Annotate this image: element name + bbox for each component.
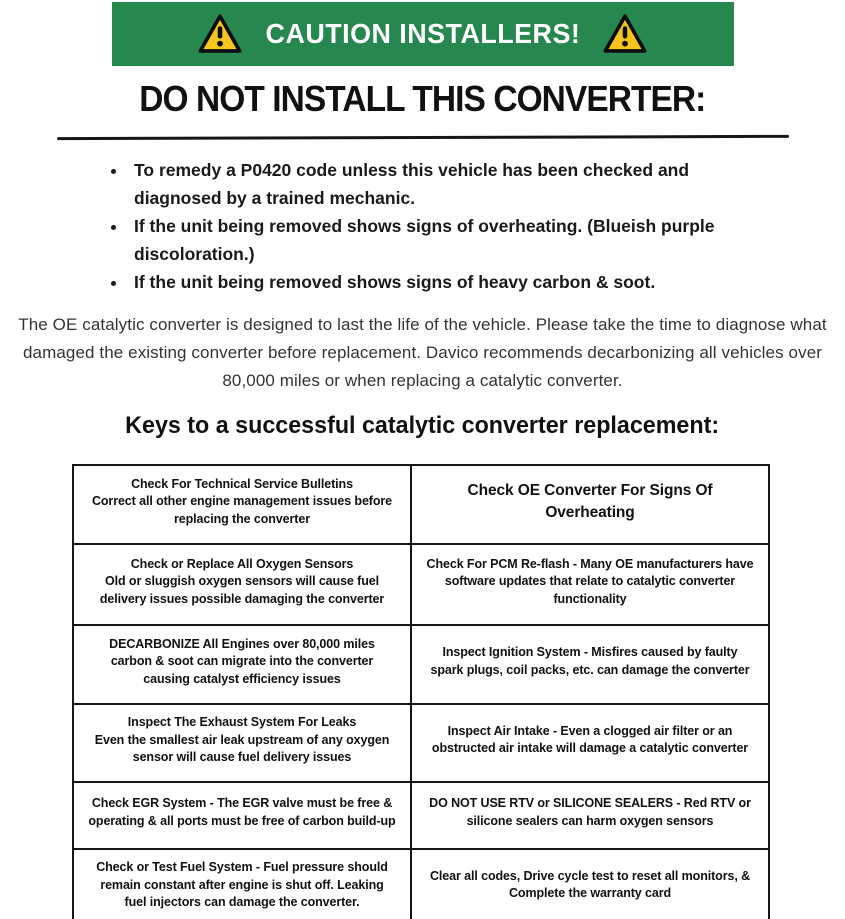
bullet-item: • If the unit being removed shows signs of overheating. (Blueish purple discoloration.) (128, 212, 748, 268)
table-cell (411, 544, 769, 625)
cell-line: Inspect Ignition System - Misfires caused by faulty spark plugs, coil packs, etc. can damage the converter (430, 645, 750, 677)
table-cell (73, 704, 411, 782)
warning-bullet-list (128, 156, 748, 296)
table-cell (411, 625, 769, 704)
warning-triangle-icon (602, 13, 648, 55)
table-row (73, 544, 769, 625)
cell-line: Inspect The Exhaust System For Leaks (127, 715, 357, 730)
table-row (73, 782, 769, 849)
table-cell (73, 465, 411, 544)
table-cell (73, 782, 411, 849)
cell-line: Even the smallest air leak upstream of any oxygen sensor will cause fuel delivery issues (94, 732, 390, 765)
cell-line: Check or Test Fuel System - Fuel pressure should remain constant after engine is shut off. Leaking fuel injectors can damage the converter. (96, 860, 388, 910)
table-cell (411, 782, 769, 849)
table-row (73, 704, 769, 782)
table-row (73, 625, 769, 704)
table-cell (411, 849, 769, 919)
cell-line: Inspect Air Intake - Even a clogged air filter or an obstructed air intake will damage a catalytic converter (431, 723, 749, 756)
table-cell (411, 704, 769, 782)
cell-line: DECARBONIZE All Engines over 80,000 miles carbon & soot can migrate into the converter causing catalyst efficiency issues (109, 636, 375, 686)
cell-line: DO NOT USE RTV or SILICONE SEALERS - Red RTV or silicone sealers can harm oxygen sensors (429, 796, 751, 828)
table-cell (73, 625, 411, 704)
bullet-item: • If the unit being removed shows signs of heavy carbon & soot. (128, 268, 748, 296)
cell-line: Check OE Converter For Signs Of Overheating (467, 482, 713, 521)
banner-title: CAUTION INSTALLERS! (265, 18, 580, 49)
table-cell (73, 544, 411, 625)
table-cell (73, 849, 411, 919)
table-row (73, 849, 769, 919)
main-heading: DO NOT INSTALL THIS CONVERTER: (139, 78, 706, 119)
keys-heading: Keys to a successful catalytic converter replacement: (125, 412, 720, 440)
body-paragraph: The OE catalytic converter is designed to last the life of the vehicle. Please take the time to diagnose what damaged the existing converter before replacement. Davico recommends decarbonizing all vehicles over 80,000 miles or when replacing a catalytic converter. (18, 315, 827, 391)
bullet-item: • To remedy a P0420 code unless this vehicle has been checked and diagnosed by a trained mechanic. (128, 156, 748, 212)
warning-triangle-icon (197, 13, 243, 55)
cell-line: Check or Replace All Oxygen Sensors (130, 556, 354, 571)
cell-line: Check For Technical Service Bulletins (131, 476, 353, 491)
cell-line: Correct all other engine management issues before replacing the converter (91, 494, 393, 526)
cell-line: Old or sluggish oxygen sensors will cause fuel delivery issues possible damaging the converter (99, 574, 385, 606)
cell-line: Check EGR System - The EGR valve must be free & operating & all ports must be free of carbon build-up (88, 796, 396, 828)
caution-banner (112, 2, 734, 66)
table-cell (411, 465, 769, 544)
divider-line (56, 135, 788, 140)
cell-line: Check For PCM Re-flash - Many OE manufacturers have software updates that relate to catalytic converter functionality (426, 556, 754, 606)
checklist-table (72, 464, 770, 919)
cell-line: Clear all codes, Drive cycle test to reset all monitors, & Complete the warranty card (429, 868, 751, 901)
table-row (73, 465, 769, 544)
